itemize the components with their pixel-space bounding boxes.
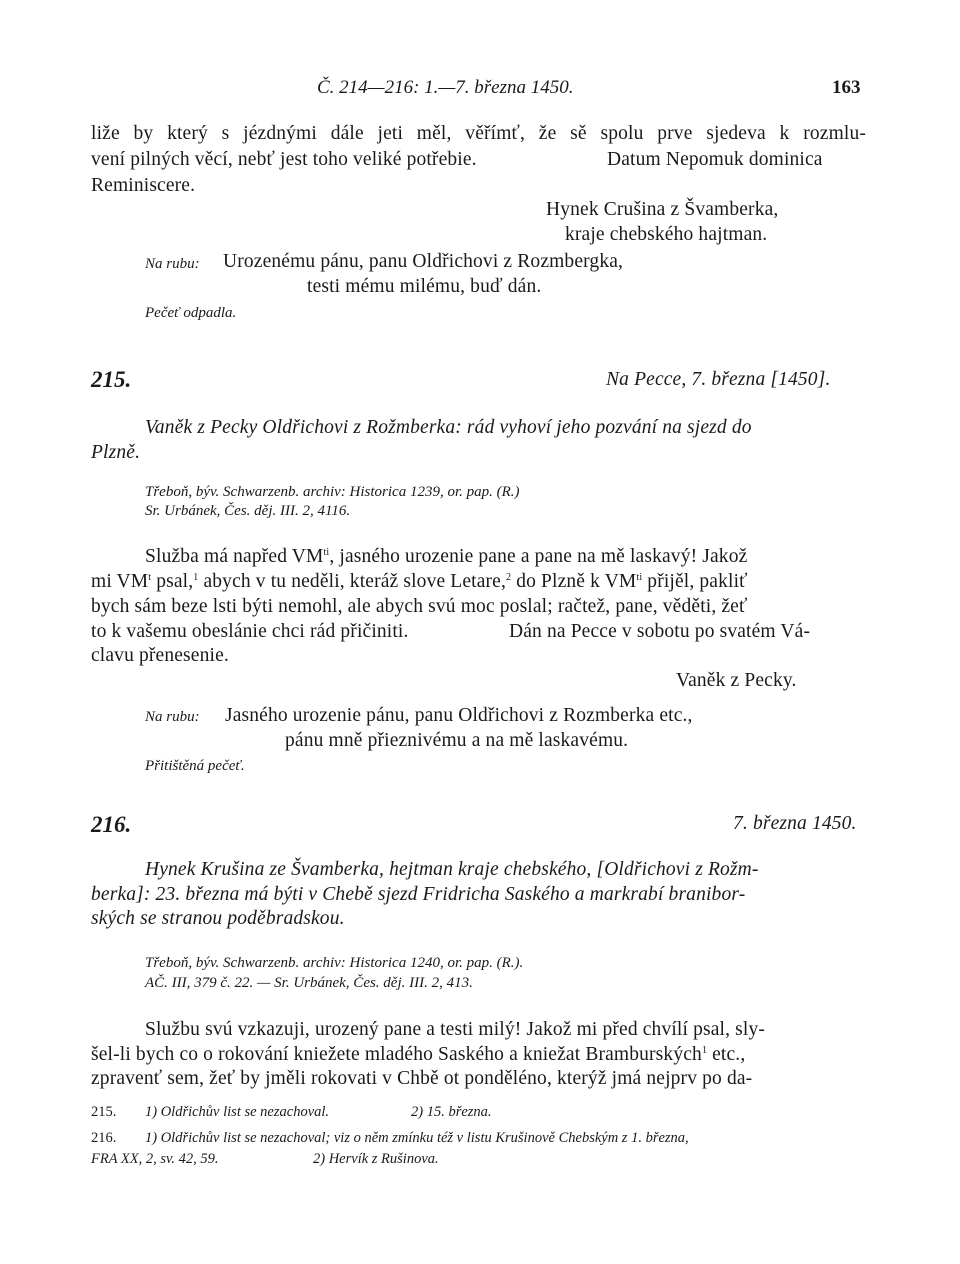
address-label: Na rubu: (145, 256, 200, 272)
address-line: Urozenému pánu, panu Oldřichovi z Rozmbergka, (223, 251, 624, 272)
document-number: 215. (91, 367, 132, 392)
footnote: 1) Oldřichův list se nezachoval. (145, 1104, 330, 1120)
seal-note: Přitištěná pečeť. (145, 758, 245, 774)
text-line: clavu přenesenie. (91, 645, 229, 666)
text-line: Službu svú vzkazuji, urozený pane a testi milý! Jakož mi před chvílí psal, sly- (145, 1019, 765, 1040)
date: 7. března 1450. (733, 813, 857, 834)
text-line: vení pilných věcí, nebť jest toho veliké potřebie. (91, 149, 477, 170)
text-line: to k vašemu obeslánie chci rád přičiniti. (91, 621, 409, 642)
running-title: Č. 214—216: 1.—7. března 1450. (317, 77, 574, 98)
source-line: Třeboň, býv. Schwarzenb. archiv: Historica 1240, or. pap. (R.). (145, 955, 524, 971)
summary-line: berka]: 23. března má býti v Chebě sjezd Fridricha Saského a markrabí branibor- (91, 884, 746, 905)
page-number: 163 (832, 77, 861, 98)
text-line: Dán na Pecce v sobotu po svatém Vá- (509, 621, 811, 642)
signature: Hynek Crušina z Švamberka, (546, 199, 779, 220)
text-line: Reminiscere. (91, 175, 196, 196)
summary-line: Vaněk z Pecky Oldřichovi z Rožmberka: rád vyhoví jeho pozvání na sjezd do (145, 417, 752, 438)
summary-line: Hynek Krušina ze Švamberka, hejtman kraje chebského, [Oldřichovi z Rožm- (145, 859, 759, 880)
text-line: bych sám beze lsti býti nemohl, ale abych svú moc poslal; račtež, pane, věděti, žeť (91, 596, 748, 617)
source-line: AČ. III, 379 č. 22. — Sr. Urbánek, Čes. děj. III. 2, 413. (145, 975, 473, 991)
summary-line: Plzně. (91, 442, 141, 463)
text-line: liže by který s jézdnými dále jeti měl, věřímť, že sě spolu prve sjedeva k rozmlu- (91, 123, 866, 144)
text-line: Služba má napřed $VM^{ti}$, jasného urozenie pane a pane na mě laskavý! Jakož (145, 546, 748, 567)
source-line: Třeboň, býv. Schwarzenb. archiv: Historica 1239, or. pap. (R.) (145, 484, 520, 500)
text-line: šel-li bych co o rokování kniežete mladého Saského a kniežat Bramburských$^1$ etc., (91, 1044, 746, 1065)
footnote: 2) Hervík z Rušinova. (313, 1151, 439, 1167)
seal-note: Pečeť odpadla. (145, 305, 237, 321)
place-date: Na Pecce, 7. března [1450]. (606, 369, 831, 390)
address-line: pánu mně přieznivému a na mě laskavému. (285, 730, 629, 751)
address-label: Na rubu: (145, 709, 200, 725)
text-line: zpravenť sem, žeť by jměli rokovati v Chbě ot ponděléno, kterýž jmá nejprv po da- (91, 1068, 753, 1089)
footnote: 1) Oldřichův list se nezachoval; viz o něm zmínku též v listu Krušinově Chebským z 1. března, (145, 1130, 689, 1146)
footnote: 2) 15. března. (411, 1104, 492, 1120)
text-line: Datum Nepomuk dominica (607, 149, 823, 170)
address-line: testi mému milému, buď dán. (307, 276, 542, 297)
source-line: Sr. Urbánek, Čes. děj. III. 2, 4116. (145, 503, 351, 519)
summary-line: ských se stranou poděbradskou. (91, 908, 345, 929)
footnote-label: 216. (91, 1130, 117, 1146)
address-line: Jasného urozenie pánu, panu Oldřichovi z Rozmberka etc., (225, 705, 693, 726)
document-number: 216. (91, 812, 132, 837)
text-line: mi $VM^t$ psal,$^1$ abych v tu neděli, kteráž slove Letare,$^2$ do Plzně k $VM^{ti}$ přijěl, pakliť (91, 571, 748, 592)
footnote-label: 215. (91, 1104, 117, 1120)
footnote: FRA XX, 2, sv. 42, 59. (91, 1151, 219, 1167)
signature: Vaněk z Pecky. (676, 670, 797, 691)
signature-title: kraje chebského hajtman. (565, 224, 768, 245)
